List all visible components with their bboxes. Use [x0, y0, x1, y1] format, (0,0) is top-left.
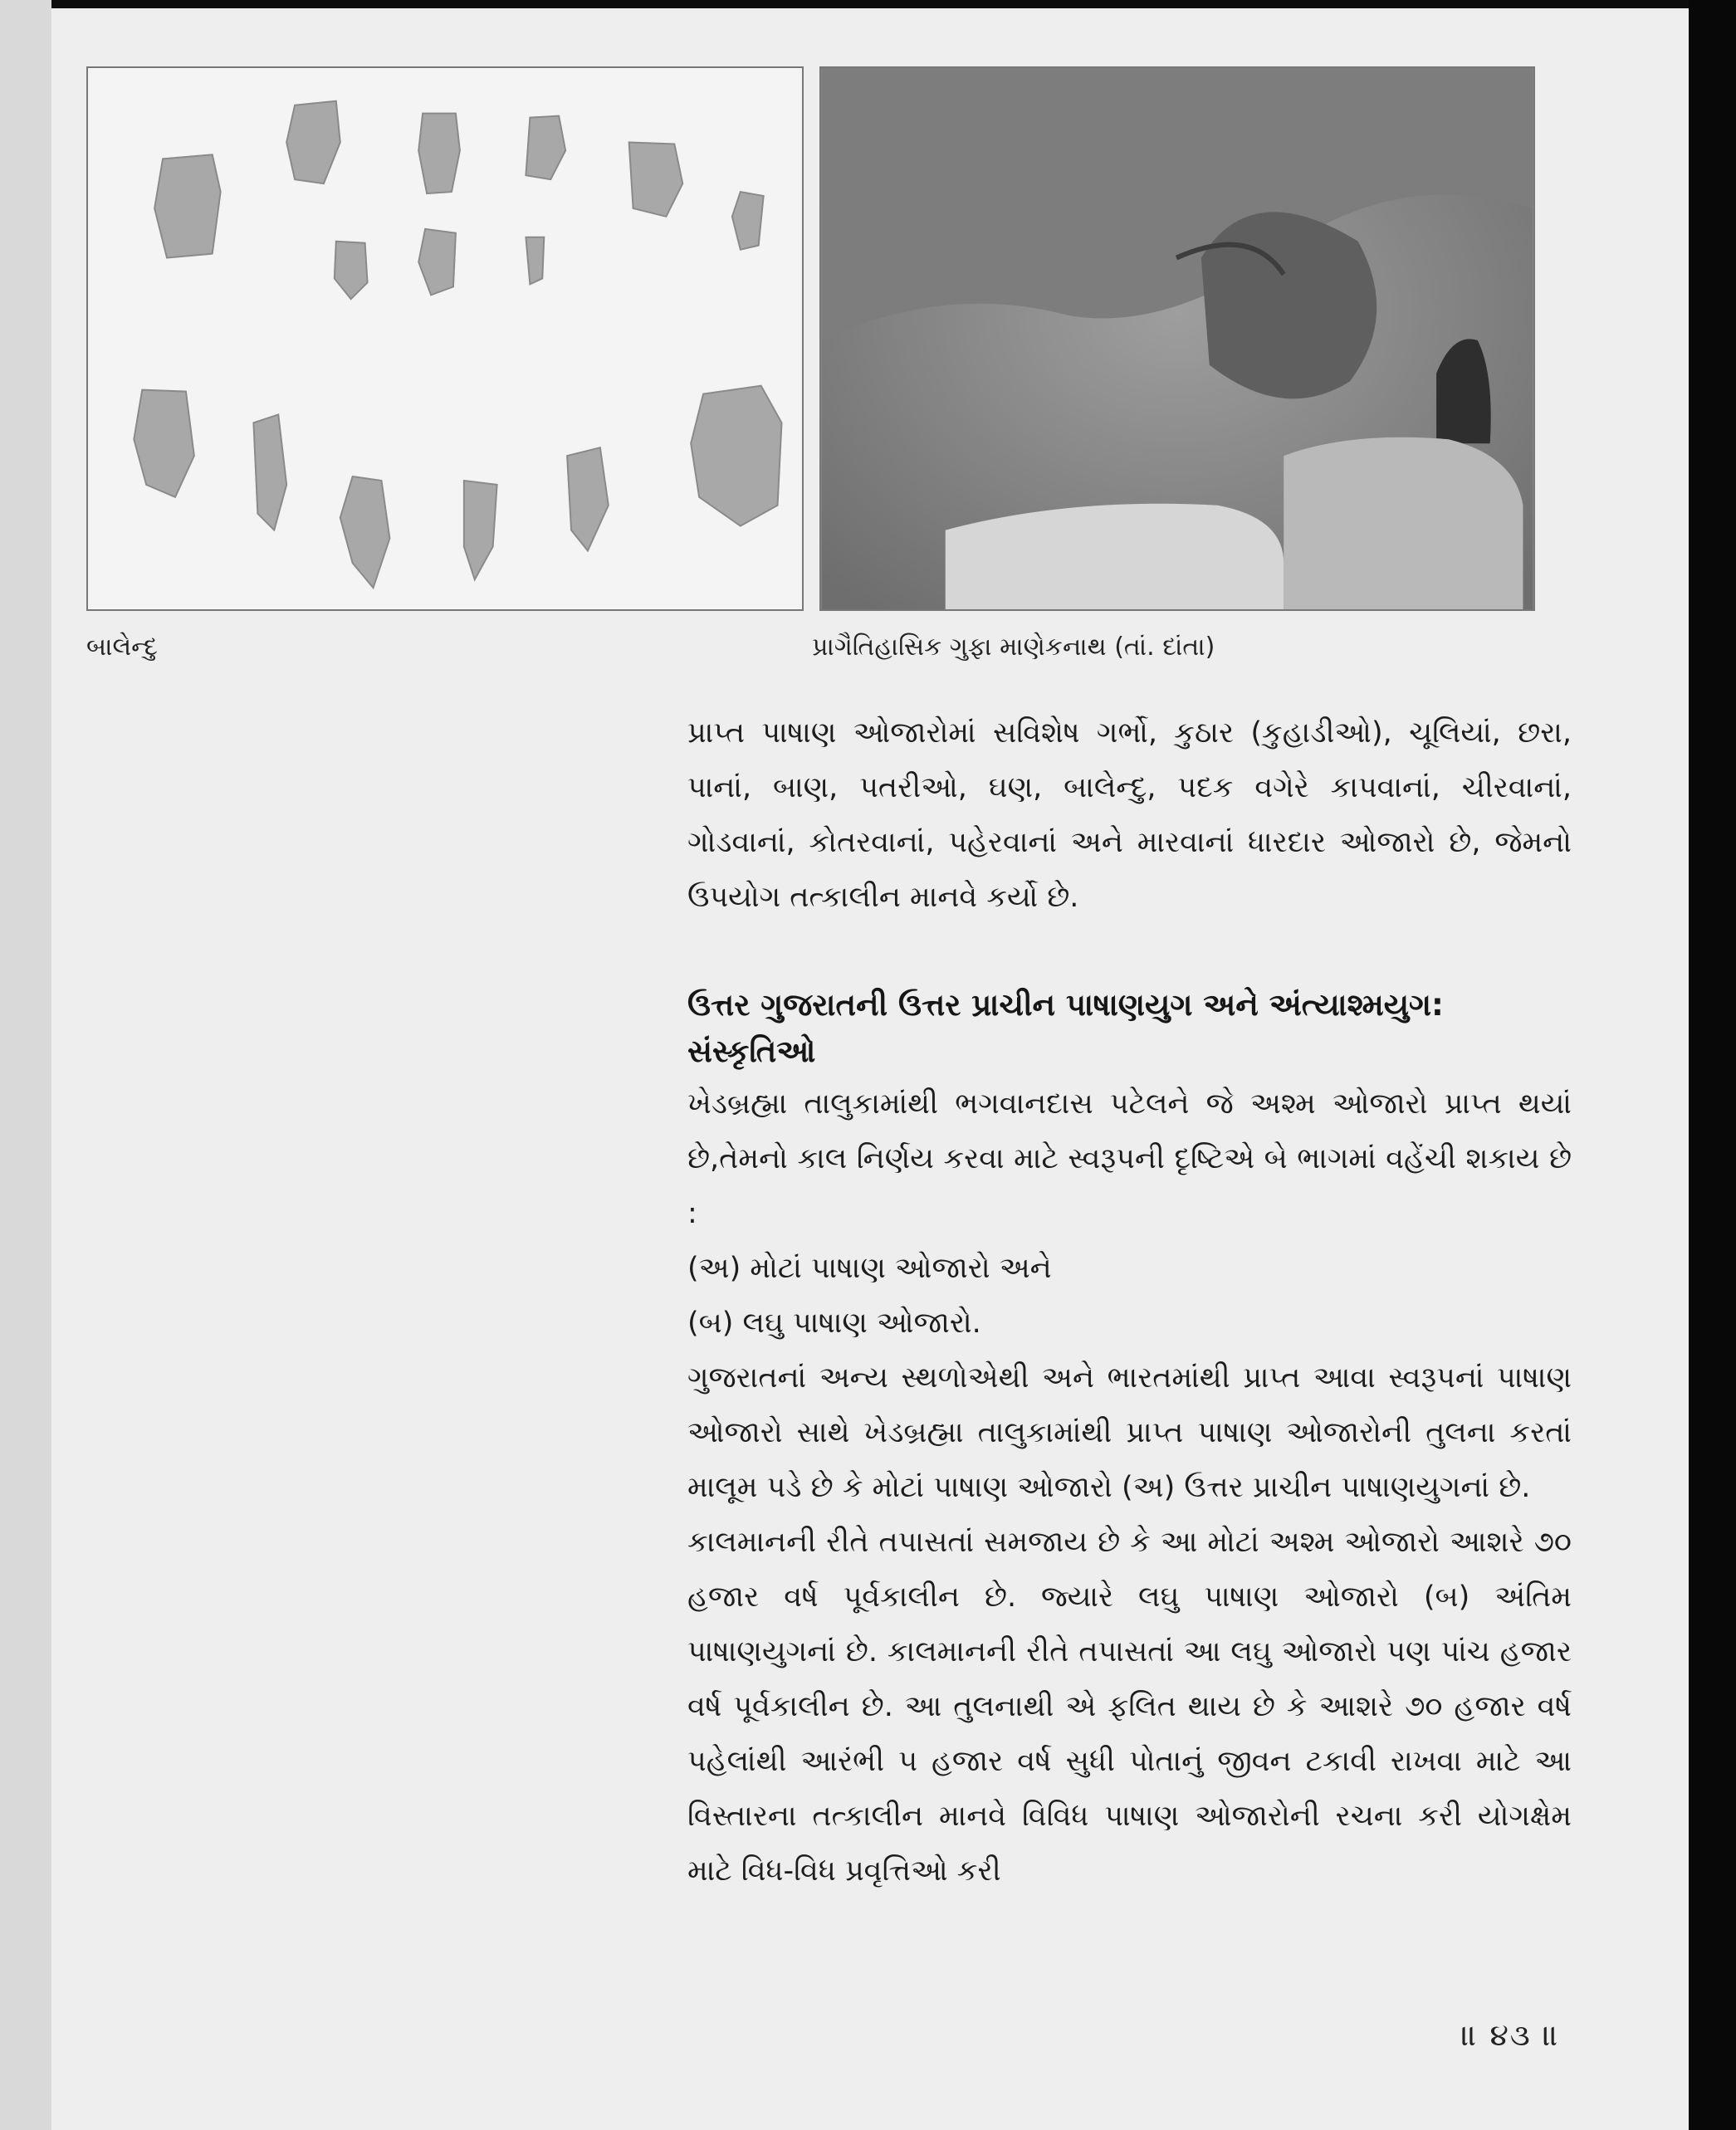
stone-tools-illustration	[88, 68, 802, 609]
section-heading: ઉત્તર ગુજરાતની ઉત્તર પ્રાચીન પાષાણયુગ અને અંત્યાશ્મયુગ: સંસ્કૃતિઓ	[687, 987, 1444, 1069]
section-line: (અ) મોટાં પાષાણ ઓજારો અને	[687, 1252, 1052, 1285]
right-photo-caption: પ્રાગૈતિહાસિક ગુફા માણેકનાથ (તાં. દાંતા)	[812, 633, 1215, 662]
cave-illustration	[821, 68, 1533, 609]
intro-paragraph-text: પ્રાપ્ત પાષાણ ઓજારોમાં સવિશેષ ગર્ભો, કુઠાર (કુહાડીઓ), ચૂલિયાં, છરા, પાનાં, બાણ, પતરીઓ, ઘણ, બાલેન્દુ, પદક વગેરે કાપવાનાં, ચીરવાનાં, ગોડવાનાં, કોતરવાનાં, પહેરવાનાં અને મારવાનાં ધારદાર ઓજારો છે, જેમનો ઉપયોગ તત્કાલીન માનવે કર્યો છે.	[687, 716, 1572, 914]
intro-paragraph	[687, 706, 1572, 925]
section-line: કાલમાનની રીતે તપાસતાં સમજાય છે કે આ મોટાં અશ્મ ઓજારો આશરે ૭૦ હજાર વર્ષ પૂર્વકાલીન છે. જ્યારે લઘુ પાષાણ ઓજારો (બ) અંતિમ પાષાણયુગનાં છે. કાલમાનની રીતે તપાસતાં આ લઘુ ઓજારો પણ પાંચ હજાર વર્ષ પૂર્વકાલીન છે. આ તુલનાથી એ ફલિત થાય છે કે આશરે ૭૦ હજાર વર્ષ પહેલાંથી આરંભી ૫ હજાર વર્ષ સુધી પોતાનું જીવન ટકાવી રાખવા માટે આ વિસ્તારના તત્કાલીન માનવે વિવિધ પાષાણ ઓજારોની રચના કરી યોગક્ષેમ માટે વિધ-વિધ પ્રવૃત્તિઓ કરી	[687, 1526, 1572, 1888]
section-line: ખેડબ્રહ્મા તાલુકામાંથી ભગવાનદાસ પટેલને જે અશ્મ ઓજારો પ્રાપ્ત થયાં છે,તેમનો કાલ નિર્ણય કરવા માટે સ્વરૂપની દૃષ્ટિએ બે ભાગમાં વહેંચી શકાય છે :	[687, 1087, 1572, 1230]
page-edge-shadow	[1689, 0, 1736, 2130]
section-body	[687, 1077, 1572, 1898]
stone-tools-photo	[86, 66, 804, 611]
left-photo-caption: બાલેન્દુ	[86, 633, 158, 662]
section-line: (બ) લઘુ પાષાણ ઓજારો.	[687, 1307, 981, 1340]
cave-photo	[819, 66, 1535, 611]
section-line: ગુજરાતનાં અન્ય સ્થળોએથી અને ભારતમાંથી પ્રાપ્ત આવા સ્વરૂપનાં પાષાણ ઓજારો સાથે ખેડબ્રહ્મા તાલુકામાંથી પ્રાપ્ત પાષાણ ઓજારોની તુલના કરતાં માલૂમ પડે છે કે મોટાં પાષાણ ઓજારો (અ) ઉત્તર પ્રાચીન પાષાણયુગનાં છે.	[687, 1361, 1572, 1504]
page-number: ॥ ૪૩ ॥	[1461, 2019, 1561, 2053]
